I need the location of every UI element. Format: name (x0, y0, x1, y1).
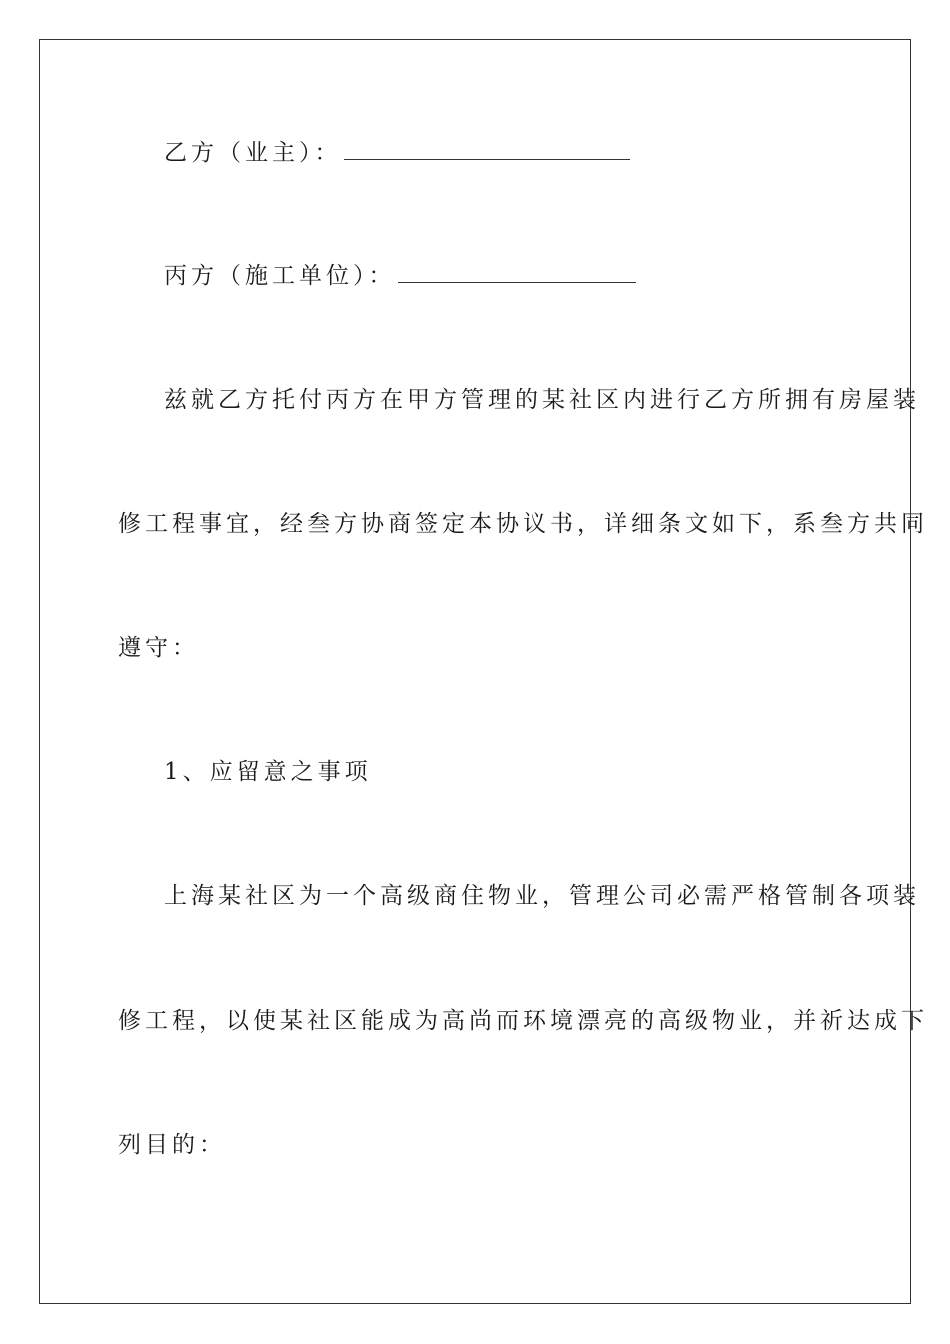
party-c-label: 丙方（施工单位）： (164, 263, 396, 289)
paragraph-1-line-1: 兹就乙方托付丙方在甲方管理的某社区内进行乙方所拥有房屋装 (164, 387, 920, 413)
party-b-line (164, 137, 630, 168)
section-heading: 1、应留意之事项 (164, 759, 372, 785)
party-c-blank[interactable] (398, 260, 636, 283)
paragraph-2-line-1: 上海某社区为一个高级商住物业，管理公司必需严格管制各项装 (164, 883, 920, 909)
page-border (39, 39, 911, 1304)
party-b-blank[interactable] (344, 137, 630, 160)
paragraph-2-line-3: 列目的： (118, 1132, 226, 1158)
party-c-line (164, 260, 636, 291)
paragraph-1-line-2: 修工程事宜，经叁方协商签定本协议书，详细条文如下，系叁方共同 (118, 511, 928, 537)
party-b-label: 乙方（业主）： (164, 140, 342, 166)
paragraph-1-line-3: 遵守： (118, 635, 199, 661)
paragraph-2-line-2: 修工程，以使某社区能成为高尚而环境漂亮的高级物业，并祈达成下 (118, 1008, 928, 1034)
